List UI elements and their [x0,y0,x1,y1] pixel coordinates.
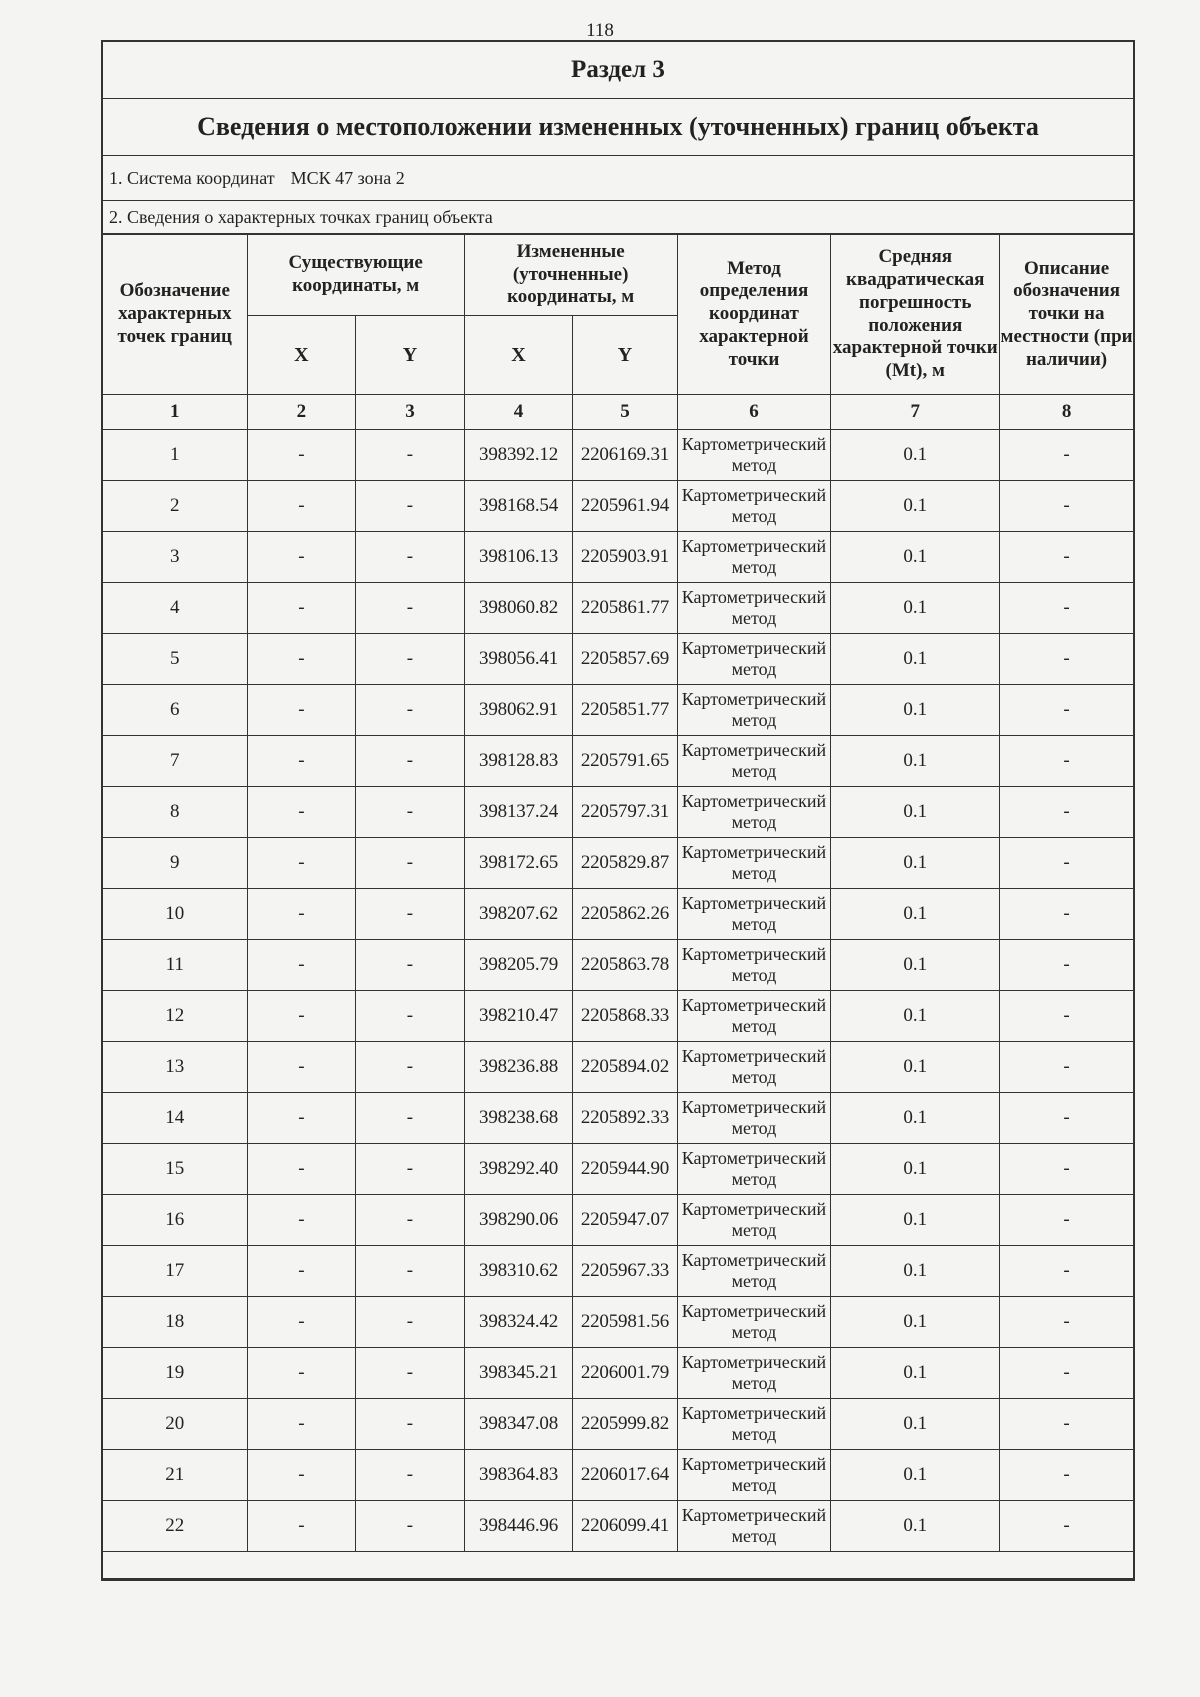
point-number-cell: 22 [103,1501,247,1552]
point-number-cell: 18 [103,1297,247,1348]
point-number-cell: 6 [103,685,247,736]
table-row [103,940,1133,991]
header-existing-x: X [247,316,356,395]
existing-x-cell: - [247,430,356,481]
existing-x-cell: - [247,1093,356,1144]
existing-y-cell: - [356,583,465,634]
changed-x-cell: 398172.65 [464,838,573,889]
existing-y-cell: - [356,1501,465,1552]
changed-x-cell: 398236.88 [464,1042,573,1093]
description-cell: - [1000,1399,1133,1450]
existing-x-cell: - [247,1144,356,1195]
existing-y-cell: - [356,1399,465,1450]
changed-x-cell: 398060.82 [464,583,573,634]
table-row [103,583,1133,634]
point-number-cell: 15 [103,1144,247,1195]
column-number: 4 [464,395,573,430]
changed-y-cell: 2205862.26 [573,889,677,940]
method-cell: Картометрический метод [677,634,831,685]
existing-x-cell: - [247,583,356,634]
changed-y-cell: 2205857.69 [573,634,677,685]
changed-x-cell: 398324.42 [464,1297,573,1348]
header-designation: Обозначение характерных точек границ [103,235,247,395]
existing-x-cell: - [247,634,356,685]
column-numbers-row [103,395,1133,430]
mean-error-cell: 0.1 [831,1144,1000,1195]
existing-x-cell: - [247,1042,356,1093]
mean-error-cell: 0.1 [831,430,1000,481]
point-number-cell: 12 [103,991,247,1042]
description-cell: - [1000,430,1133,481]
description-cell: - [1000,532,1133,583]
table-row [103,838,1133,889]
existing-y-cell: - [356,991,465,1042]
table-row [103,1195,1133,1246]
changed-y-cell: 2205944.90 [573,1144,677,1195]
column-number: 2 [247,395,356,430]
existing-x-cell: - [247,685,356,736]
point-number-cell: 17 [103,1246,247,1297]
boundary-points-table [103,234,1133,1579]
table-row [103,634,1133,685]
mean-error-cell: 0.1 [831,940,1000,991]
changed-y-cell: 2206169.31 [573,430,677,481]
method-cell: Картометрический метод [677,481,831,532]
description-cell: - [1000,1501,1133,1552]
changed-x-cell: 398168.54 [464,481,573,532]
changed-y-cell: 2206001.79 [573,1348,677,1399]
mean-error-cell: 0.1 [831,532,1000,583]
mean-error-cell: 0.1 [831,1399,1000,1450]
table-row [103,532,1133,583]
mean-error-cell: 0.1 [831,1246,1000,1297]
changed-x-cell: 398137.24 [464,787,573,838]
existing-x-cell: - [247,889,356,940]
existing-y-cell: - [356,1348,465,1399]
description-cell: - [1000,1195,1133,1246]
table-row [103,1297,1133,1348]
table-row [103,1093,1133,1144]
coordinate-system-label: 1. Система координат [109,168,275,188]
changed-x-cell: 398207.62 [464,889,573,940]
mean-error-cell: 0.1 [831,1093,1000,1144]
coordinate-system-value: МСК 47 зона 2 [290,168,405,188]
method-cell: Картометрический метод [677,1399,831,1450]
description-cell: - [1000,1348,1133,1399]
table-row [103,736,1133,787]
point-number-cell: 21 [103,1450,247,1501]
document-frame [101,40,1135,1581]
table-row [103,430,1133,481]
table-row [103,1399,1133,1450]
changed-y-cell: 2205829.87 [573,838,677,889]
header-existing-coordinates: Существующие координаты, м [247,235,464,316]
method-cell: Картометрический метод [677,1501,831,1552]
method-cell: Картометрический метод [677,430,831,481]
changed-y-cell: 2205967.33 [573,1246,677,1297]
method-cell: Картометрический метод [677,1348,831,1399]
section-title: Раздел 3 [103,42,1133,99]
method-cell: Картометрический метод [677,685,831,736]
mean-error-cell: 0.1 [831,736,1000,787]
table-body [103,430,1133,1552]
table-row [103,1144,1133,1195]
table-row [103,481,1133,532]
header-changed-coordinates: Измененные (уточненные) координаты, м [464,235,677,316]
existing-y-cell: - [356,532,465,583]
method-cell: Картометрический метод [677,940,831,991]
changed-x-cell: 398106.13 [464,532,573,583]
existing-x-cell: - [247,787,356,838]
changed-x-cell: 398446.96 [464,1501,573,1552]
existing-y-cell: - [356,1297,465,1348]
mean-error-cell: 0.1 [831,583,1000,634]
description-cell: - [1000,634,1133,685]
point-number-cell: 19 [103,1348,247,1399]
changed-x-cell: 398205.79 [464,940,573,991]
existing-x-cell: - [247,481,356,532]
mean-error-cell: 0.1 [831,1042,1000,1093]
table-row [103,685,1133,736]
changed-x-cell: 398210.47 [464,991,573,1042]
point-number-cell: 5 [103,634,247,685]
existing-y-cell: - [356,685,465,736]
changed-x-cell: 398062.91 [464,685,573,736]
header-changed-y: Y [573,316,677,395]
point-number-cell: 13 [103,1042,247,1093]
changed-x-cell: 398392.12 [464,430,573,481]
changed-x-cell: 398238.68 [464,1093,573,1144]
header-description: Описание обозначения точки на местности (при наличии) [1000,235,1133,395]
changed-y-cell: 2205791.65 [573,736,677,787]
column-number: 3 [356,395,465,430]
point-number-cell: 2 [103,481,247,532]
description-cell: - [1000,736,1133,787]
point-number-cell: 9 [103,838,247,889]
existing-x-cell: - [247,1297,356,1348]
existing-y-cell: - [356,889,465,940]
changed-y-cell: 2205851.77 [573,685,677,736]
description-cell: - [1000,1450,1133,1501]
mean-error-cell: 0.1 [831,1501,1000,1552]
point-number-cell: 4 [103,583,247,634]
description-cell: - [1000,1297,1133,1348]
existing-y-cell: - [356,787,465,838]
changed-y-cell: 2205861.77 [573,583,677,634]
existing-x-cell: - [247,940,356,991]
changed-x-cell: 398345.21 [464,1348,573,1399]
points-heading: 2. Сведения о характерных точках границ объекта [103,201,1133,234]
changed-y-cell: 2205903.91 [573,532,677,583]
changed-x-cell: 398364.83 [464,1450,573,1501]
description-cell: - [1000,1042,1133,1093]
object-title: Сведения о местоположении измененных (уточненных) границ объекта [103,99,1133,156]
table-header-row [103,235,1133,316]
coordinate-system-row [103,156,1133,201]
column-number: 8 [1000,395,1133,430]
description-cell: - [1000,685,1133,736]
existing-x-cell: - [247,736,356,787]
method-cell: Картометрический метод [677,838,831,889]
existing-x-cell: - [247,1246,356,1297]
existing-x-cell: - [247,1195,356,1246]
existing-y-cell: - [356,1093,465,1144]
column-number: 5 [573,395,677,430]
mean-error-cell: 0.1 [831,889,1000,940]
table-row [103,1348,1133,1399]
existing-y-cell: - [356,1042,465,1093]
existing-x-cell: - [247,1501,356,1552]
method-cell: Картометрический метод [677,1093,831,1144]
changed-y-cell: 2205981.56 [573,1297,677,1348]
changed-y-cell: 2205892.33 [573,1093,677,1144]
method-cell: Картометрический метод [677,1042,831,1093]
existing-y-cell: - [356,736,465,787]
point-number-cell: 7 [103,736,247,787]
changed-x-cell: 398310.62 [464,1246,573,1297]
existing-y-cell: - [356,1246,465,1297]
changed-x-cell: 398292.40 [464,1144,573,1195]
description-cell: - [1000,991,1133,1042]
table-row [103,787,1133,838]
description-cell: - [1000,1144,1133,1195]
mean-error-cell: 0.1 [831,1348,1000,1399]
method-cell: Картометрический метод [677,1195,831,1246]
method-cell: Картометрический метод [677,1450,831,1501]
changed-y-cell: 2205961.94 [573,481,677,532]
changed-y-cell: 2205863.78 [573,940,677,991]
table-row [103,1246,1133,1297]
description-cell: - [1000,583,1133,634]
page-number: 118 [586,20,614,41]
existing-y-cell: - [356,838,465,889]
description-cell: - [1000,1093,1133,1144]
existing-x-cell: - [247,838,356,889]
method-cell: Картометрический метод [677,1297,831,1348]
existing-y-cell: - [356,430,465,481]
mean-error-cell: 0.1 [831,787,1000,838]
table-empty-footer-row [103,1552,1133,1579]
point-number-cell: 11 [103,940,247,991]
table-row [103,889,1133,940]
mean-error-cell: 0.1 [831,838,1000,889]
existing-x-cell: - [247,991,356,1042]
changed-y-cell: 2205894.02 [573,1042,677,1093]
changed-x-cell: 398347.08 [464,1399,573,1450]
changed-y-cell: 2205797.31 [573,787,677,838]
existing-y-cell: - [356,634,465,685]
existing-y-cell: - [356,1450,465,1501]
header-mean-error: Средняя квадратическая погрешность положения характерной точки (Mt), м [831,235,1000,395]
column-number: 1 [103,395,247,430]
changed-y-cell: 2206099.41 [573,1501,677,1552]
changed-y-cell: 2205868.33 [573,991,677,1042]
header-changed-x: X [464,316,573,395]
description-cell: - [1000,838,1133,889]
method-cell: Картометрический метод [677,787,831,838]
existing-y-cell: - [356,1195,465,1246]
table-row [103,991,1133,1042]
method-cell: Картометрический метод [677,583,831,634]
method-cell: Картометрический метод [677,991,831,1042]
point-number-cell: 8 [103,787,247,838]
description-cell: - [1000,889,1133,940]
existing-x-cell: - [247,1450,356,1501]
header-existing-y: Y [356,316,465,395]
point-number-cell: 3 [103,532,247,583]
changed-y-cell: 2205947.07 [573,1195,677,1246]
column-number: 7 [831,395,1000,430]
method-cell: Картометрический метод [677,736,831,787]
table-row [103,1042,1133,1093]
existing-x-cell: - [247,1348,356,1399]
header-method: Метод определения координат характерной точки [677,235,831,395]
point-number-cell: 20 [103,1399,247,1450]
existing-y-cell: - [356,481,465,532]
changed-x-cell: 398290.06 [464,1195,573,1246]
mean-error-cell: 0.1 [831,1450,1000,1501]
column-number: 6 [677,395,831,430]
method-cell: Картометрический метод [677,532,831,583]
method-cell: Картометрический метод [677,1144,831,1195]
changed-x-cell: 398056.41 [464,634,573,685]
changed-y-cell: 2206017.64 [573,1450,677,1501]
mean-error-cell: 0.1 [831,634,1000,685]
point-number-cell: 10 [103,889,247,940]
description-cell: - [1000,1246,1133,1297]
existing-y-cell: - [356,940,465,991]
existing-y-cell: - [356,1144,465,1195]
description-cell: - [1000,787,1133,838]
point-number-cell: 16 [103,1195,247,1246]
mean-error-cell: 0.1 [831,1297,1000,1348]
description-cell: - [1000,481,1133,532]
table-row [103,1501,1133,1552]
method-cell: Картометрический метод [677,889,831,940]
mean-error-cell: 0.1 [831,481,1000,532]
table-row [103,1450,1133,1501]
method-cell: Картометрический метод [677,1246,831,1297]
existing-x-cell: - [247,532,356,583]
point-number-cell: 1 [103,430,247,481]
changed-x-cell: 398128.83 [464,736,573,787]
point-number-cell: 14 [103,1093,247,1144]
changed-y-cell: 2205999.82 [573,1399,677,1450]
mean-error-cell: 0.1 [831,991,1000,1042]
mean-error-cell: 0.1 [831,685,1000,736]
mean-error-cell: 0.1 [831,1195,1000,1246]
description-cell: - [1000,940,1133,991]
existing-x-cell: - [247,1399,356,1450]
